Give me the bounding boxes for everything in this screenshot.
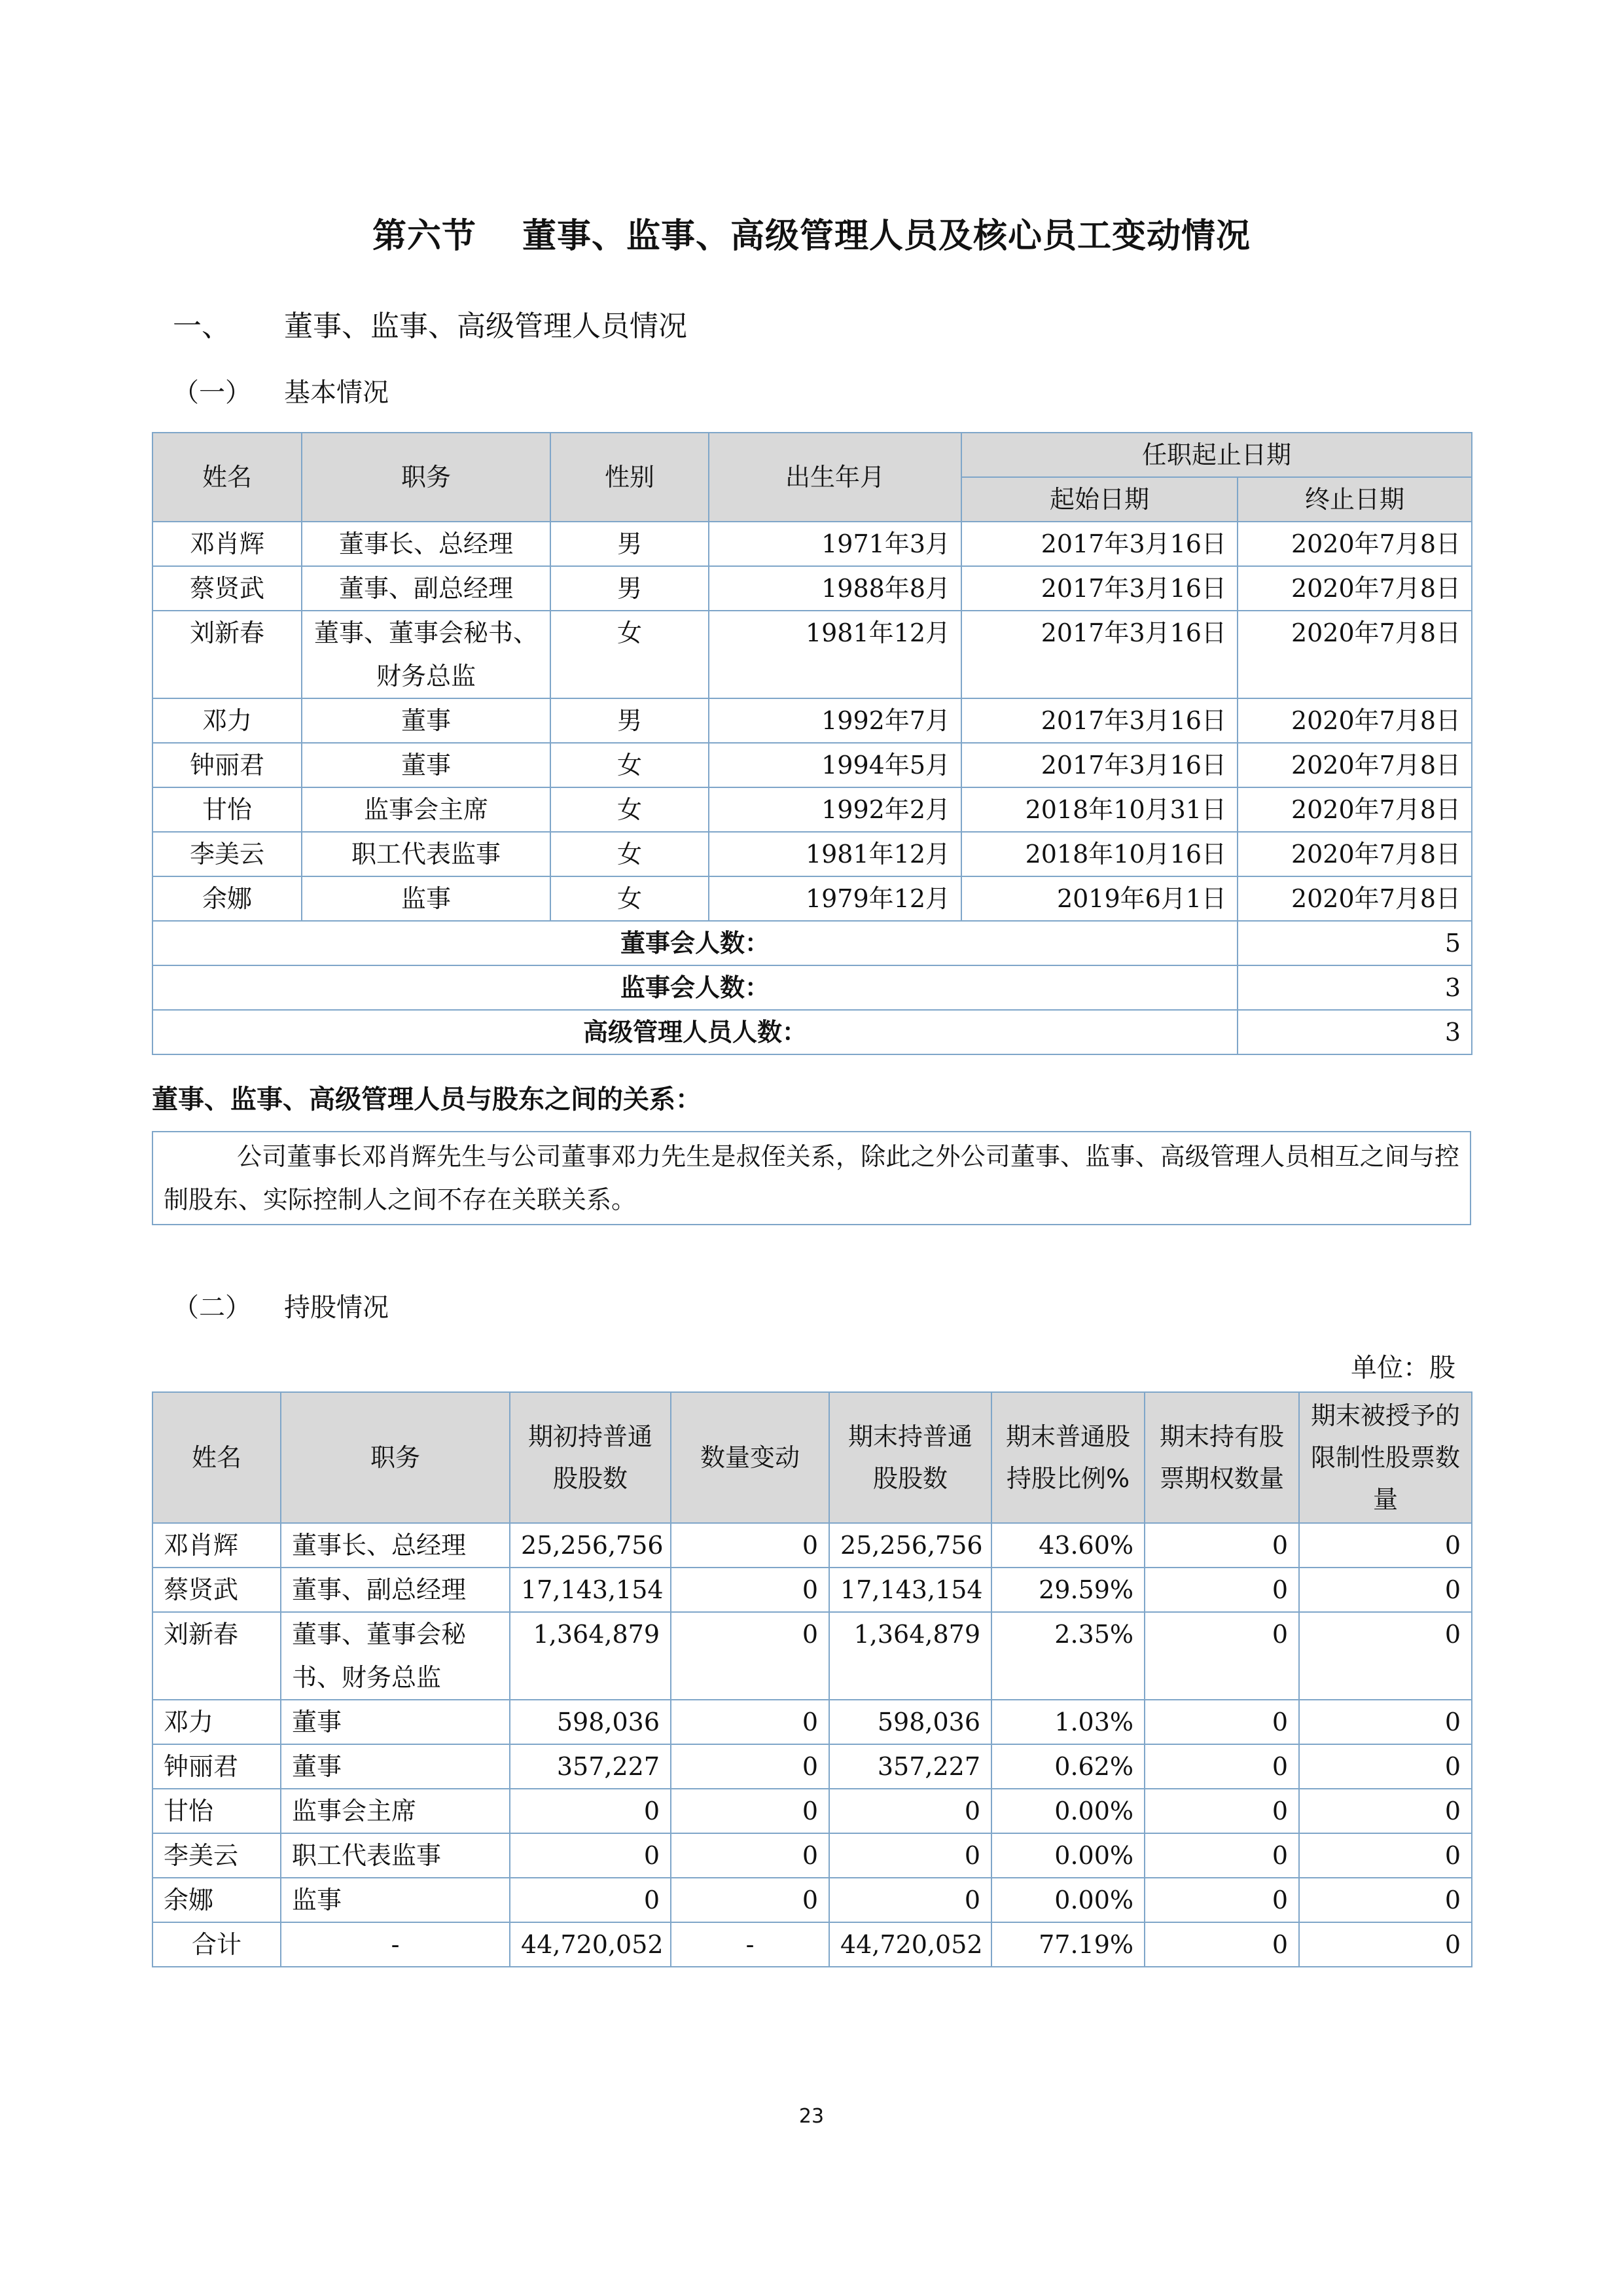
holding-header-3: 数量变动 <box>671 1392 829 1523</box>
cell-birth: 1994年5月 <box>709 743 961 787</box>
cell-end: 2020年7月8日 <box>1238 566 1472 611</box>
table-row <box>152 1612 1472 1700</box>
holding-header-1: 职务 <box>281 1392 510 1523</box>
cell-birth: 1992年7月 <box>709 698 961 743</box>
cell-position: 董事、董事会秘书、财务总监 <box>281 1612 510 1700</box>
table-row <box>152 698 1472 743</box>
cell-end-shares: 1,364,879 <box>829 1612 991 1700</box>
cell-birth: 1992年2月 <box>709 787 961 832</box>
table-row <box>152 1878 1472 1922</box>
cell-position: 董事、副总经理 <box>281 1568 510 1612</box>
cell-restricted: 0 <box>1299 1789 1472 1833</box>
cell-position: 监事 <box>281 1878 510 1922</box>
cell-ratio: 29.59% <box>991 1568 1145 1612</box>
table-row <box>152 1833 1472 1878</box>
cell-name: 刘新春 <box>152 1612 281 1700</box>
cell-restricted: 0 <box>1299 1878 1472 1922</box>
table-row <box>152 1568 1472 1612</box>
cell-position: 监事会主席 <box>302 787 550 832</box>
cell-birth: 1971年3月 <box>709 522 961 566</box>
cell-end: 2020年7月8日 <box>1238 743 1472 787</box>
relation-title: 董事、监事、高级管理人员与股东之间的关系： <box>152 1085 702 1115</box>
unit-label: 单位：股 <box>1351 1353 1455 1383</box>
header-gender: 性别 <box>550 433 709 522</box>
cell-position: 监事会主席 <box>281 1789 510 1833</box>
summary-value: 3 <box>1238 1010 1472 1054</box>
table-header-row <box>152 1392 1472 1523</box>
header-term: 任职起止日期 <box>961 433 1472 477</box>
cell-start: 2017年3月16日 <box>961 522 1238 566</box>
cell-name: 余娜 <box>152 1878 281 1922</box>
table-row <box>152 876 1472 921</box>
total-cell-end-shares: 44,720,052 <box>829 1922 991 1967</box>
cell-start: 2018年10月16日 <box>961 832 1238 876</box>
cell-options: 0 <box>1145 1789 1299 1833</box>
header-end: 终止日期 <box>1238 477 1472 522</box>
cell-options: 0 <box>1145 1568 1299 1612</box>
cell-position: 监事 <box>302 876 550 921</box>
part-heading-text: 董事、监事、高级管理人员情况 <box>284 310 687 343</box>
table-row <box>152 832 1472 876</box>
cell-start: 2017年3月16日 <box>961 698 1238 743</box>
total-cell-options: 0 <box>1145 1922 1299 1967</box>
cell-start: 2017年3月16日 <box>961 611 1238 698</box>
cell-ratio: 0.00% <box>991 1833 1145 1878</box>
cell-end-shares: 0 <box>829 1878 991 1922</box>
summary-row <box>152 921 1472 965</box>
cell-ratio: 43.60% <box>991 1523 1145 1568</box>
summary-label: 高级管理人员人数： <box>152 1010 1238 1054</box>
total-row <box>152 1922 1472 1967</box>
cell-end-shares: 357,227 <box>829 1744 991 1789</box>
section-title-text: 董事、监事、高级管理人员及核心员工变动情况 <box>522 217 1251 256</box>
cell-restricted: 0 <box>1299 1612 1472 1700</box>
header-position: 职务 <box>302 433 550 522</box>
summary-label: 监事会人数： <box>152 965 1238 1010</box>
subsection-number: （二） <box>173 1293 251 1323</box>
total-cell-position: - <box>281 1922 510 1967</box>
cell-end-shares: 17,143,154 <box>829 1568 991 1612</box>
cell-end: 2020年7月8日 <box>1238 787 1472 832</box>
cell-begin-shares: 17,143,154 <box>510 1568 671 1612</box>
basic-info-table <box>152 432 1472 1055</box>
cell-restricted: 0 <box>1299 1833 1472 1878</box>
cell-position: 董事长、总经理 <box>281 1523 510 1568</box>
cell-start: 2018年10月31日 <box>961 787 1238 832</box>
holding-header-5: 期末普通股持股比例% <box>991 1392 1145 1523</box>
cell-gender: 女 <box>550 787 709 832</box>
cell-name: 甘怡 <box>152 1789 281 1833</box>
header-start: 起始日期 <box>961 477 1238 522</box>
cell-position: 董事、副总经理 <box>302 566 550 611</box>
cell-change: 0 <box>671 1744 829 1789</box>
cell-ratio: 1.03% <box>991 1700 1145 1744</box>
cell-restricted: 0 <box>1299 1744 1472 1789</box>
part-number: 一、 <box>173 310 230 343</box>
cell-name: 余娜 <box>152 876 302 921</box>
cell-name: 邓力 <box>152 698 302 743</box>
cell-options: 0 <box>1145 1700 1299 1744</box>
total-cell-begin-shares: 44,720,052 <box>510 1922 671 1967</box>
relation-text: 公司董事长邓肖辉先生与公司董事邓力先生是叔侄关系，除此之外公司董事、监事、高级管理人员相互之间与控制股东、实际控制人之间不存在关联关系。 <box>152 1131 1471 1225</box>
cell-ratio: 0.00% <box>991 1878 1145 1922</box>
table-row <box>152 1744 1472 1789</box>
table-header-row <box>152 433 1472 477</box>
cell-gender: 女 <box>550 876 709 921</box>
cell-end: 2020年7月8日 <box>1238 522 1472 566</box>
cell-change: 0 <box>671 1789 829 1833</box>
header-name: 姓名 <box>152 433 302 522</box>
cell-begin-shares: 357,227 <box>510 1744 671 1789</box>
total-cell-change: - <box>671 1922 829 1967</box>
cell-birth: 1979年12月 <box>709 876 961 921</box>
cell-name: 蔡贤武 <box>152 1568 281 1612</box>
cell-position: 董事 <box>302 698 550 743</box>
cell-gender: 女 <box>550 611 709 698</box>
summary-row <box>152 1010 1472 1054</box>
cell-name: 钟丽君 <box>152 743 302 787</box>
cell-begin-shares: 0 <box>510 1833 671 1878</box>
total-cell-name: 合计 <box>152 1922 281 1967</box>
cell-change: 0 <box>671 1523 829 1568</box>
cell-ratio: 0.00% <box>991 1789 1145 1833</box>
table-row <box>152 1789 1472 1833</box>
cell-change: 0 <box>671 1833 829 1878</box>
cell-position: 董事 <box>281 1700 510 1744</box>
summary-label: 董事会人数： <box>152 921 1238 965</box>
cell-start: 2017年3月16日 <box>961 566 1238 611</box>
cell-end: 2020年7月8日 <box>1238 876 1472 921</box>
summary-value: 3 <box>1238 965 1472 1010</box>
cell-position: 董事长、总经理 <box>302 522 550 566</box>
total-cell-ratio: 77.19% <box>991 1922 1145 1967</box>
page-number: 23 <box>798 2105 825 2128</box>
cell-gender: 女 <box>550 832 709 876</box>
cell-restricted: 0 <box>1299 1568 1472 1612</box>
cell-birth: 1988年8月 <box>709 566 961 611</box>
cell-end-shares: 25,256,756 <box>829 1523 991 1568</box>
section-title <box>152 208 1471 257</box>
summary-row <box>152 965 1472 1010</box>
cell-gender: 男 <box>550 522 709 566</box>
cell-ratio: 2.35% <box>991 1612 1145 1700</box>
holding-table <box>152 1391 1472 1967</box>
cell-begin-shares: 0 <box>510 1878 671 1922</box>
cell-name: 钟丽君 <box>152 1744 281 1789</box>
cell-options: 0 <box>1145 1744 1299 1789</box>
subsection-text: 基本情况 <box>284 378 389 408</box>
cell-name: 李美云 <box>152 1833 281 1878</box>
cell-begin-shares: 25,256,756 <box>510 1523 671 1568</box>
table-row <box>152 522 1472 566</box>
cell-name: 李美云 <box>152 832 302 876</box>
table-row <box>152 1523 1472 1568</box>
cell-gender: 女 <box>550 743 709 787</box>
table-row <box>152 611 1472 698</box>
total-cell-restricted: 0 <box>1299 1922 1472 1967</box>
cell-name: 蔡贤武 <box>152 566 302 611</box>
cell-options: 0 <box>1145 1612 1299 1700</box>
cell-end: 2020年7月8日 <box>1238 698 1472 743</box>
summary-value: 5 <box>1238 921 1472 965</box>
subsection-heading-holdings <box>173 1287 389 1324</box>
cell-restricted: 0 <box>1299 1700 1472 1744</box>
cell-position: 职工代表监事 <box>281 1833 510 1878</box>
table-row <box>152 566 1472 611</box>
subsection-text: 持股情况 <box>284 1293 389 1323</box>
holding-header-4: 期末持普通股股数 <box>829 1392 991 1523</box>
cell-options: 0 <box>1145 1833 1299 1878</box>
cell-options: 0 <box>1145 1878 1299 1922</box>
holding-header-7: 期末被授予的限制性股票数量 <box>1299 1392 1472 1523</box>
table-row <box>152 787 1472 832</box>
cell-change: 0 <box>671 1568 829 1612</box>
cell-end-shares: 0 <box>829 1789 991 1833</box>
cell-start: 2017年3月16日 <box>961 743 1238 787</box>
cell-birth: 1981年12月 <box>709 832 961 876</box>
cell-restricted: 0 <box>1299 1523 1472 1568</box>
cell-position: 董事、董事会秘书、财务总监 <box>302 611 550 698</box>
cell-name: 邓力 <box>152 1700 281 1744</box>
cell-change: 0 <box>671 1700 829 1744</box>
cell-position: 职工代表监事 <box>302 832 550 876</box>
table-row <box>152 743 1472 787</box>
cell-name: 邓肖辉 <box>152 1523 281 1568</box>
cell-begin-shares: 1,364,879 <box>510 1612 671 1700</box>
cell-name: 邓肖辉 <box>152 522 302 566</box>
cell-name: 甘怡 <box>152 787 302 832</box>
cell-change: 0 <box>671 1612 829 1700</box>
cell-end-shares: 598,036 <box>829 1700 991 1744</box>
cell-end-shares: 0 <box>829 1833 991 1878</box>
holding-header-2: 期初持普通股股数 <box>510 1392 671 1523</box>
cell-end: 2020年7月8日 <box>1238 611 1472 698</box>
subsection-heading-basic <box>173 372 389 409</box>
cell-gender: 男 <box>550 566 709 611</box>
cell-ratio: 0.62% <box>991 1744 1145 1789</box>
cell-begin-shares: 598,036 <box>510 1700 671 1744</box>
cell-start: 2019年6月1日 <box>961 876 1238 921</box>
cell-birth: 1981年12月 <box>709 611 961 698</box>
cell-name: 刘新春 <box>152 611 302 698</box>
table-row <box>152 1700 1472 1744</box>
holding-header-6: 期末持有股票期权数量 <box>1145 1392 1299 1523</box>
part-heading <box>173 302 687 344</box>
subsection-number: （一） <box>173 378 251 408</box>
cell-position: 董事 <box>302 743 550 787</box>
cell-options: 0 <box>1145 1523 1299 1568</box>
cell-gender: 男 <box>550 698 709 743</box>
cell-begin-shares: 0 <box>510 1789 671 1833</box>
cell-change: 0 <box>671 1878 829 1922</box>
header-birth: 出生年月 <box>709 433 961 522</box>
section-number: 第六节 <box>372 217 476 256</box>
cell-position: 董事 <box>281 1744 510 1789</box>
holding-header-0: 姓名 <box>152 1392 281 1523</box>
cell-end: 2020年7月8日 <box>1238 832 1472 876</box>
